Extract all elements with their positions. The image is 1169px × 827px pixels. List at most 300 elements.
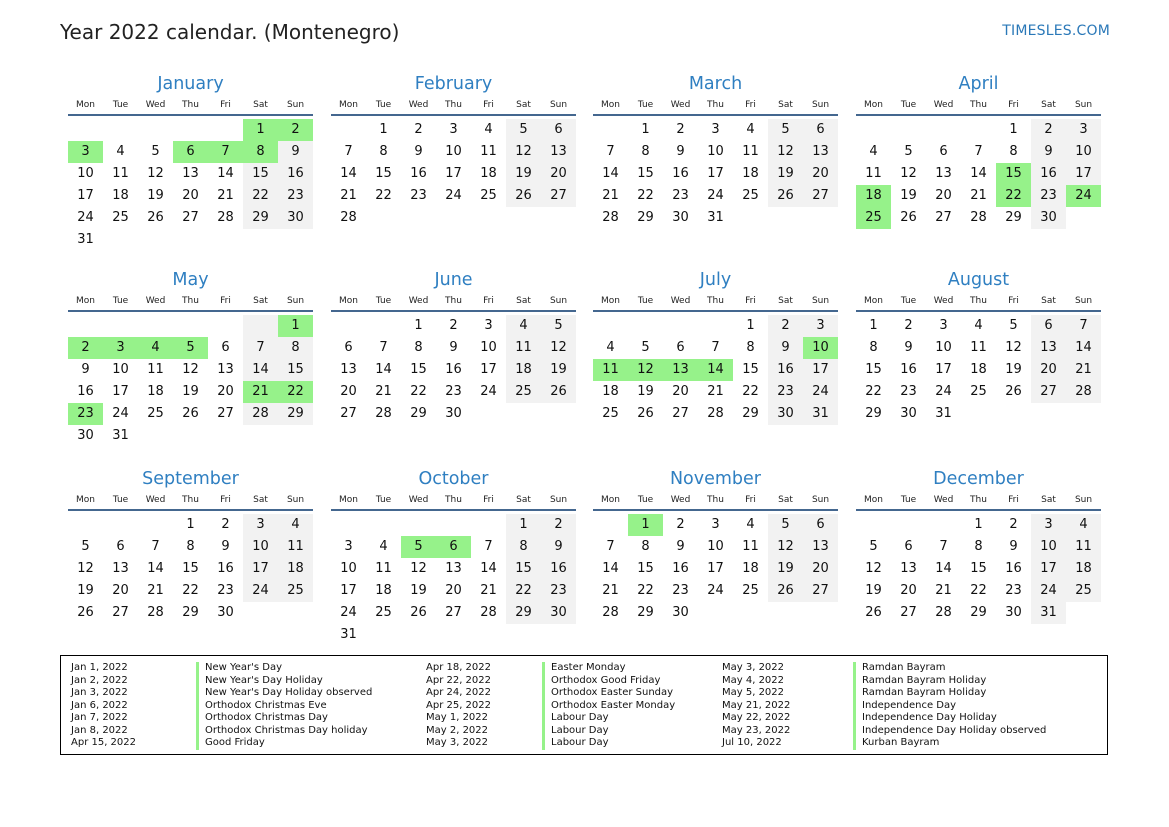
day-cell[interactable]: 2 [1031, 119, 1066, 141]
day-cell[interactable]: 6 [541, 119, 576, 141]
day-cell[interactable]: 8 [186, 539, 195, 554]
day-cell[interactable]: 24 [445, 188, 462, 203]
day-cell[interactable]: 5 [81, 539, 90, 554]
day-cell[interactable]: 6 [939, 144, 948, 159]
day-cell[interactable]: 3 [803, 315, 838, 337]
day-cell[interactable]: 28 [970, 210, 987, 225]
day-cell[interactable]: 28 [602, 605, 619, 620]
day-cell[interactable]: 30 [1031, 207, 1066, 229]
day-cell[interactable]: 30 [278, 207, 313, 229]
day-cell[interactable]: 28 [375, 406, 392, 421]
day-cell[interactable]: 6 [803, 119, 838, 141]
day-cell[interactable]: 20 [935, 188, 952, 203]
day-cell[interactable]: 20 [340, 384, 357, 399]
holiday-day-cell[interactable]: 25 [856, 207, 891, 229]
day-cell[interactable]: 18 [506, 359, 541, 381]
day-cell[interactable]: 23 [278, 185, 313, 207]
day-cell[interactable]: 7 [344, 144, 353, 159]
day-cell[interactable]: 18 [375, 583, 392, 598]
day-cell[interactable]: 22 [410, 384, 427, 399]
day-cell[interactable]: 28 [243, 403, 278, 425]
day-cell[interactable]: 2 [449, 318, 458, 333]
day-cell[interactable]: 16 [1031, 163, 1066, 185]
day-cell[interactable]: 15 [375, 166, 392, 181]
day-cell[interactable]: 20 [182, 188, 199, 203]
day-cell[interactable]: 25 [112, 210, 129, 225]
holiday-day-cell[interactable]: 21 [243, 381, 278, 403]
holiday-day-cell[interactable]: 12 [628, 359, 663, 381]
day-cell[interactable]: 9 [676, 144, 685, 159]
holiday-day-cell[interactable]: 7 [208, 141, 243, 163]
day-cell[interactable]: 24 [77, 210, 94, 225]
day-cell[interactable]: 3 [711, 122, 720, 137]
day-cell[interactable]: 30 [1005, 605, 1022, 620]
day-cell[interactable]: 29 [1005, 210, 1022, 225]
day-cell[interactable]: 21 [935, 583, 952, 598]
day-cell[interactable]: 16 [541, 558, 576, 580]
day-cell[interactable]: 13 [112, 561, 129, 576]
day-cell[interactable]: 18 [112, 188, 129, 203]
day-cell[interactable]: 15 [278, 359, 313, 381]
day-cell[interactable]: 1 [641, 122, 650, 137]
day-cell[interactable]: 5 [869, 539, 878, 554]
day-cell[interactable]: 12 [410, 561, 427, 576]
day-cell[interactable]: 13 [900, 561, 917, 576]
day-cell[interactable]: 16 [1005, 561, 1022, 576]
day-cell[interactable]: 9 [278, 141, 313, 163]
day-cell[interactable]: 17 [1066, 163, 1101, 185]
holiday-day-cell[interactable]: 24 [1066, 185, 1101, 207]
day-cell[interactable]: 22 [375, 188, 392, 203]
day-cell[interactable]: 13 [935, 166, 952, 181]
day-cell[interactable]: 29 [865, 406, 882, 421]
day-cell[interactable]: 4 [746, 517, 755, 532]
day-cell[interactable]: 20 [445, 583, 462, 598]
day-cell[interactable]: 8 [974, 539, 983, 554]
day-cell[interactable]: 14 [147, 561, 164, 576]
day-cell[interactable]: 16 [900, 362, 917, 377]
day-cell[interactable]: 9 [1031, 141, 1066, 163]
day-cell[interactable]: 27 [935, 210, 952, 225]
day-cell[interactable]: 1 [869, 318, 878, 333]
day-cell[interactable]: 21 [480, 583, 497, 598]
day-cell[interactable]: 3 [1066, 119, 1101, 141]
day-cell[interactable]: 27 [445, 605, 462, 620]
day-cell[interactable]: 1 [1009, 122, 1018, 137]
day-cell[interactable]: 11 [480, 144, 497, 159]
day-cell[interactable]: 23 [410, 188, 427, 203]
day-cell[interactable]: 29 [182, 605, 199, 620]
holiday-day-cell[interactable]: 3 [103, 337, 138, 359]
day-cell[interactable]: 8 [1009, 144, 1018, 159]
holiday-day-cell[interactable]: 14 [698, 359, 733, 381]
day-cell[interactable]: 21 [707, 384, 724, 399]
day-cell[interactable]: 25 [480, 188, 497, 203]
day-cell[interactable]: 23 [672, 583, 689, 598]
holiday-day-cell[interactable]: 3 [68, 141, 103, 163]
day-cell[interactable]: 19 [77, 583, 94, 598]
holiday-day-cell[interactable]: 8 [243, 141, 278, 163]
day-cell[interactable]: 24 [707, 188, 724, 203]
day-cell[interactable]: 17 [707, 561, 724, 576]
day-cell[interactable]: 13 [803, 536, 838, 558]
day-cell[interactable]: 7 [939, 539, 948, 554]
day-cell[interactable]: 31 [112, 428, 129, 443]
holiday-day-cell[interactable]: 1 [278, 315, 313, 337]
day-cell[interactable]: 5 [904, 144, 913, 159]
day-cell[interactable]: 16 [77, 384, 94, 399]
day-cell[interactable]: 4 [606, 340, 615, 355]
day-cell[interactable]: 15 [742, 362, 759, 377]
day-cell[interactable]: 30 [672, 210, 689, 225]
day-cell[interactable]: 8 [641, 144, 650, 159]
day-cell[interactable]: 26 [541, 381, 576, 403]
day-cell[interactable]: 26 [865, 605, 882, 620]
day-cell[interactable]: 1 [506, 514, 541, 536]
day-cell[interactable]: 8 [278, 337, 313, 359]
day-cell[interactable]: 3 [344, 539, 353, 554]
day-cell[interactable]: 21 [602, 188, 619, 203]
day-cell[interactable]: 26 [77, 605, 94, 620]
day-cell[interactable]: 21 [147, 583, 164, 598]
holiday-day-cell[interactable]: 5 [173, 337, 208, 359]
day-cell[interactable]: 9 [768, 337, 803, 359]
day-cell[interactable]: 4 [278, 514, 313, 536]
day-cell[interactable]: 17 [112, 384, 129, 399]
day-cell[interactable]: 18 [278, 558, 313, 580]
day-cell[interactable]: 24 [480, 384, 497, 399]
holiday-day-cell[interactable]: 22 [996, 185, 1031, 207]
day-cell[interactable]: 3 [449, 122, 458, 137]
day-cell[interactable]: 7 [606, 144, 615, 159]
day-cell[interactable]: 9 [676, 539, 685, 554]
day-cell[interactable]: 24 [243, 580, 278, 602]
day-cell[interactable]: 21 [217, 188, 234, 203]
day-cell[interactable]: 7 [974, 144, 983, 159]
day-cell[interactable]: 19 [1005, 362, 1022, 377]
holiday-day-cell[interactable]: 1 [243, 119, 278, 141]
day-cell[interactable]: 17 [803, 359, 838, 381]
day-cell[interactable]: 17 [77, 188, 94, 203]
day-cell[interactable]: 10 [707, 539, 724, 554]
day-cell[interactable]: 15 [637, 561, 654, 576]
day-cell[interactable]: 12 [541, 337, 576, 359]
day-cell[interactable]: 24 [1031, 580, 1066, 602]
day-cell[interactable]: 10 [1066, 141, 1101, 163]
day-cell[interactable]: 23 [1031, 185, 1066, 207]
day-cell[interactable]: 24 [803, 381, 838, 403]
day-cell[interactable]: 24 [112, 406, 129, 421]
day-cell[interactable]: 24 [935, 384, 952, 399]
holiday-day-cell[interactable]: 10 [803, 337, 838, 359]
day-cell[interactable]: 5 [768, 119, 803, 141]
day-cell[interactable]: 1 [974, 517, 983, 532]
day-cell[interactable]: 14 [602, 561, 619, 576]
day-cell[interactable]: 30 [77, 428, 94, 443]
day-cell[interactable]: 17 [480, 362, 497, 377]
day-cell[interactable]: 18 [742, 166, 759, 181]
day-cell[interactable]: 30 [900, 406, 917, 421]
holiday-day-cell[interactable]: 5 [401, 536, 436, 558]
day-cell[interactable]: 17 [445, 166, 462, 181]
day-cell[interactable]: 21 [1066, 359, 1101, 381]
day-cell[interactable]: 24 [707, 583, 724, 598]
day-cell[interactable]: 4 [869, 144, 878, 159]
day-cell[interactable]: 20 [541, 163, 576, 185]
day-cell[interactable]: 28 [602, 210, 619, 225]
day-cell[interactable]: 21 [375, 384, 392, 399]
day-cell[interactable]: 15 [506, 558, 541, 580]
day-cell[interactable]: 16 [445, 362, 462, 377]
day-cell[interactable]: 2 [1009, 517, 1018, 532]
day-cell[interactable]: 5 [541, 315, 576, 337]
day-cell[interactable]: 31 [935, 406, 952, 421]
day-cell[interactable]: 14 [970, 166, 987, 181]
day-cell[interactable]: 23 [541, 580, 576, 602]
day-cell[interactable]: 29 [637, 605, 654, 620]
day-cell[interactable]: 13 [182, 166, 199, 181]
day-cell[interactable]: 15 [865, 362, 882, 377]
day-cell[interactable]: 26 [900, 210, 917, 225]
day-cell[interactable]: 12 [506, 141, 541, 163]
day-cell[interactable]: 14 [375, 362, 392, 377]
day-cell[interactable]: 25 [147, 406, 164, 421]
day-cell[interactable]: 26 [410, 605, 427, 620]
day-cell[interactable]: 29 [506, 602, 541, 624]
day-cell[interactable]: 9 [1009, 539, 1018, 554]
day-cell[interactable]: 1 [379, 122, 388, 137]
day-cell[interactable]: 11 [1066, 536, 1101, 558]
day-cell[interactable]: 6 [803, 514, 838, 536]
day-cell[interactable]: 18 [147, 384, 164, 399]
day-cell[interactable]: 28 [340, 210, 357, 225]
day-cell[interactable]: 24 [340, 605, 357, 620]
day-cell[interactable]: 19 [768, 163, 803, 185]
day-cell[interactable]: 7 [151, 539, 160, 554]
day-cell[interactable]: 13 [541, 141, 576, 163]
day-cell[interactable]: 27 [803, 185, 838, 207]
day-cell[interactable]: 20 [112, 583, 129, 598]
day-cell[interactable]: 4 [506, 315, 541, 337]
day-cell[interactable]: 3 [711, 517, 720, 532]
day-cell[interactable]: 22 [970, 583, 987, 598]
day-cell[interactable]: 19 [637, 384, 654, 399]
day-cell[interactable]: 14 [602, 166, 619, 181]
day-cell[interactable]: 22 [742, 384, 759, 399]
day-cell[interactable]: 12 [900, 166, 917, 181]
day-cell[interactable]: 25 [602, 406, 619, 421]
day-cell[interactable]: 14 [1066, 337, 1101, 359]
day-cell[interactable]: 30 [768, 403, 803, 425]
day-cell[interactable]: 14 [935, 561, 952, 576]
day-cell[interactable]: 11 [742, 539, 759, 554]
day-cell[interactable]: 4 [379, 539, 388, 554]
day-cell[interactable]: 12 [147, 166, 164, 181]
day-cell[interactable]: 9 [449, 340, 458, 355]
holiday-day-cell[interactable]: 4 [138, 337, 173, 359]
day-cell[interactable]: 25 [506, 381, 541, 403]
day-cell[interactable]: 17 [340, 583, 357, 598]
day-cell[interactable]: 3 [939, 318, 948, 333]
day-cell[interactable]: 21 [340, 188, 357, 203]
holiday-day-cell[interactable]: 2 [278, 119, 313, 141]
day-cell[interactable]: 8 [869, 340, 878, 355]
day-cell[interactable]: 2 [221, 517, 230, 532]
day-cell[interactable]: 10 [445, 144, 462, 159]
day-cell[interactable]: 31 [803, 403, 838, 425]
day-cell[interactable]: 15 [970, 561, 987, 576]
day-cell[interactable]: 10 [243, 536, 278, 558]
day-cell[interactable]: 27 [672, 406, 689, 421]
day-cell[interactable]: 20 [803, 163, 838, 185]
day-cell[interactable]: 17 [1031, 558, 1066, 580]
holiday-day-cell[interactable]: 23 [68, 403, 103, 425]
day-cell[interactable]: 10 [77, 166, 94, 181]
day-cell[interactable]: 2 [904, 318, 913, 333]
day-cell[interactable]: 8 [506, 536, 541, 558]
day-cell[interactable]: 23 [672, 188, 689, 203]
day-cell[interactable]: 8 [641, 539, 650, 554]
day-cell[interactable]: 30 [445, 406, 462, 421]
day-cell[interactable]: 17 [707, 166, 724, 181]
day-cell[interactable]: 19 [147, 188, 164, 203]
day-cell[interactable]: 18 [970, 362, 987, 377]
day-cell[interactable]: 3 [243, 514, 278, 536]
day-cell[interactable]: 15 [410, 362, 427, 377]
day-cell[interactable]: 1 [186, 517, 195, 532]
day-cell[interactable]: 25 [1066, 580, 1101, 602]
day-cell[interactable]: 23 [768, 381, 803, 403]
day-cell[interactable]: 22 [243, 185, 278, 207]
day-cell[interactable]: 30 [672, 605, 689, 620]
holiday-day-cell[interactable]: 1 [628, 514, 663, 536]
day-cell[interactable]: 14 [340, 166, 357, 181]
day-cell[interactable]: 16 [672, 166, 689, 181]
day-cell[interactable]: 31 [1031, 602, 1066, 624]
day-cell[interactable]: 10 [935, 340, 952, 355]
day-cell[interactable]: 27 [182, 210, 199, 225]
day-cell[interactable]: 20 [803, 558, 838, 580]
day-cell[interactable]: 29 [410, 406, 427, 421]
day-cell[interactable]: 25 [742, 188, 759, 203]
day-cell[interactable]: 5 [1009, 318, 1018, 333]
day-cell[interactable]: 17 [935, 362, 952, 377]
day-cell[interactable]: 11 [970, 340, 987, 355]
day-cell[interactable]: 7 [711, 340, 720, 355]
day-cell[interactable]: 8 [746, 340, 755, 355]
holiday-day-cell[interactable]: 18 [856, 185, 891, 207]
day-cell[interactable]: 31 [340, 627, 357, 642]
day-cell[interactable]: 2 [414, 122, 423, 137]
day-cell[interactable]: 5 [151, 144, 160, 159]
day-cell[interactable]: 2 [676, 517, 685, 532]
day-cell[interactable]: 8 [414, 340, 423, 355]
day-cell[interactable]: 5 [506, 119, 541, 141]
day-cell[interactable]: 19 [768, 558, 803, 580]
day-cell[interactable]: 20 [900, 583, 917, 598]
day-cell[interactable]: 10 [1031, 536, 1066, 558]
day-cell[interactable]: 22 [506, 580, 541, 602]
day-cell[interactable]: 14 [217, 166, 234, 181]
day-cell[interactable]: 11 [865, 166, 882, 181]
day-cell[interactable]: 6 [1031, 315, 1066, 337]
day-cell[interactable]: 18 [602, 384, 619, 399]
day-cell[interactable]: 8 [379, 144, 388, 159]
day-cell[interactable]: 19 [541, 359, 576, 381]
day-cell[interactable]: 16 [672, 561, 689, 576]
day-cell[interactable]: 9 [221, 539, 230, 554]
day-cell[interactable]: 25 [742, 583, 759, 598]
day-cell[interactable]: 28 [935, 605, 952, 620]
day-cell[interactable]: 5 [641, 340, 650, 355]
day-cell[interactable]: 10 [707, 144, 724, 159]
day-cell[interactable]: 3 [484, 318, 493, 333]
day-cell[interactable]: 18 [480, 166, 497, 181]
day-cell[interactable]: 15 [182, 561, 199, 576]
day-cell[interactable]: 13 [340, 362, 357, 377]
day-cell[interactable]: 28 [1066, 381, 1101, 403]
day-cell[interactable]: 2 [676, 122, 685, 137]
day-cell[interactable]: 27 [1031, 381, 1066, 403]
day-cell[interactable]: 6 [221, 340, 230, 355]
day-cell[interactable]: 25 [375, 605, 392, 620]
day-cell[interactable]: 3 [1031, 514, 1066, 536]
day-cell[interactable]: 27 [217, 406, 234, 421]
holiday-day-cell[interactable]: 2 [68, 337, 103, 359]
day-cell[interactable]: 22 [637, 188, 654, 203]
day-cell[interactable]: 17 [243, 558, 278, 580]
holiday-day-cell[interactable]: 6 [173, 141, 208, 163]
day-cell[interactable]: 30 [541, 602, 576, 624]
day-cell[interactable]: 20 [217, 384, 234, 399]
day-cell[interactable]: 12 [1005, 340, 1022, 355]
day-cell[interactable]: 22 [865, 384, 882, 399]
holiday-day-cell[interactable]: 15 [996, 163, 1031, 185]
holiday-day-cell[interactable]: 22 [278, 381, 313, 403]
day-cell[interactable]: 1 [414, 318, 423, 333]
day-cell[interactable]: 13 [1031, 337, 1066, 359]
day-cell[interactable]: 27 [112, 605, 129, 620]
day-cell[interactable]: 25 [970, 384, 987, 399]
day-cell[interactable]: 4 [974, 318, 983, 333]
day-cell[interactable]: 26 [147, 210, 164, 225]
day-cell[interactable]: 19 [900, 188, 917, 203]
day-cell[interactable]: 6 [676, 340, 685, 355]
day-cell[interactable]: 9 [541, 536, 576, 558]
day-cell[interactable]: 19 [865, 583, 882, 598]
day-cell[interactable]: 26 [768, 580, 803, 602]
day-cell[interactable]: 4 [1066, 514, 1101, 536]
day-cell[interactable]: 21 [970, 188, 987, 203]
day-cell[interactable]: 16 [217, 561, 234, 576]
day-cell[interactable]: 31 [77, 232, 94, 247]
day-cell[interactable]: 18 [1066, 558, 1101, 580]
day-cell[interactable]: 12 [768, 141, 803, 163]
day-cell[interactable]: 12 [77, 561, 94, 576]
day-cell[interactable]: 2 [768, 315, 803, 337]
day-cell[interactable]: 11 [375, 561, 392, 576]
day-cell[interactable]: 19 [506, 163, 541, 185]
day-cell[interactable]: 11 [278, 536, 313, 558]
day-cell[interactable]: 16 [410, 166, 427, 181]
day-cell[interactable]: 26 [1005, 384, 1022, 399]
day-cell[interactable]: 13 [217, 362, 234, 377]
holiday-day-cell[interactable]: 13 [663, 359, 698, 381]
day-cell[interactable]: 6 [904, 539, 913, 554]
day-cell[interactable]: 18 [742, 561, 759, 576]
day-cell[interactable]: 14 [480, 561, 497, 576]
day-cell[interactable]: 28 [217, 210, 234, 225]
